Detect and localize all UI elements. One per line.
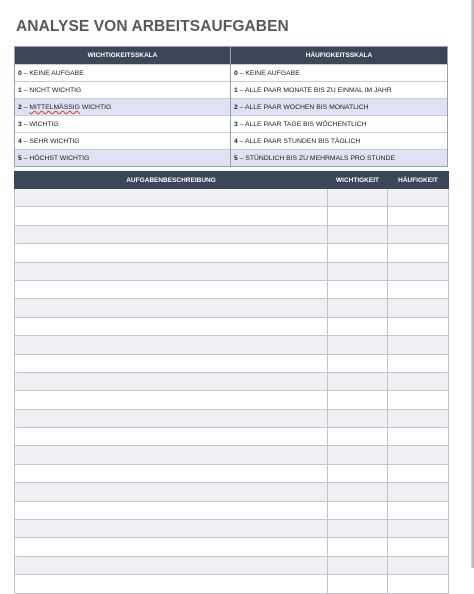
- table-row: [15, 189, 449, 207]
- scale-number: 3: [234, 121, 238, 128]
- importance-scale-row: [15, 132, 230, 149]
- importance-cell[interactable]: [328, 428, 388, 446]
- frequency-cell[interactable]: [388, 391, 449, 409]
- task-description-cell[interactable]: [15, 299, 328, 317]
- frequency-cell[interactable]: [388, 520, 449, 538]
- task-description-cell[interactable]: [15, 262, 328, 280]
- frequency-cell[interactable]: [388, 464, 449, 482]
- importance-cell[interactable]: [328, 483, 388, 501]
- importance-cell[interactable]: [328, 299, 388, 317]
- task-description-cell[interactable]: [15, 207, 328, 225]
- frequency-cell[interactable]: [388, 262, 449, 280]
- frequency-cell[interactable]: [388, 446, 449, 464]
- importance-cell[interactable]: [328, 391, 388, 409]
- scale-number: 0: [234, 70, 238, 77]
- spellcheck-marked-word: MITTELMÄSSIG: [29, 104, 80, 111]
- table-row: [15, 336, 449, 354]
- scale-text: WICHTIG: [79, 104, 112, 111]
- scale-text: – ALLE PAAR STUNDEN BIS TÄGLICH: [237, 138, 361, 145]
- task-description-cell[interactable]: [15, 483, 328, 501]
- frequency-cell[interactable]: [388, 354, 449, 372]
- scale-text: – STÜNDLICH BIS ZU MEHRMALS PRO STUNDE: [237, 155, 395, 162]
- frequency-cell[interactable]: [388, 244, 449, 262]
- table-row: [15, 446, 449, 464]
- scale-number: 0: [18, 70, 22, 77]
- table-row: [15, 244, 449, 262]
- frequency-cell[interactable]: [388, 556, 449, 574]
- table-header-row: [15, 172, 449, 189]
- importance-cell[interactable]: [328, 317, 388, 335]
- table-row: [15, 556, 449, 574]
- frequency-cell[interactable]: [388, 372, 449, 390]
- task-description-cell[interactable]: [15, 428, 328, 446]
- task-description-cell[interactable]: [15, 354, 328, 372]
- importance-cell[interactable]: [328, 446, 388, 464]
- frequency-cell[interactable]: [388, 575, 449, 593]
- frequency-cell[interactable]: [388, 189, 449, 207]
- task-description-cell[interactable]: [15, 575, 328, 593]
- importance-cell[interactable]: [328, 575, 388, 593]
- task-table-body: [15, 189, 449, 594]
- importance-cell[interactable]: [328, 409, 388, 427]
- frequency-cell[interactable]: [388, 428, 449, 446]
- frequency-scale-row: [231, 81, 447, 98]
- importance-cell[interactable]: [328, 336, 388, 354]
- scale-number: 5: [234, 155, 238, 162]
- frequency-cell[interactable]: [388, 538, 449, 556]
- importance-scale-row: [15, 115, 230, 132]
- scale-number: 5: [18, 155, 22, 162]
- table-row: [15, 428, 449, 446]
- table-row: [15, 317, 449, 335]
- scale-number: 3: [18, 121, 22, 128]
- importance-cell[interactable]: [328, 464, 388, 482]
- table-row: [15, 280, 449, 298]
- scale-text: – WICHTIG: [21, 121, 59, 128]
- task-description-cell[interactable]: [15, 244, 328, 262]
- task-description-cell[interactable]: [15, 317, 328, 335]
- importance-cell[interactable]: [328, 225, 388, 243]
- scale-text: – ALLE PAAR WOCHEN BIS MONATLICH: [237, 104, 369, 111]
- frequency-cell[interactable]: [388, 207, 449, 225]
- document-title: ANALYSE VON ARBEITSAUFGABEN: [16, 18, 289, 35]
- frequency-scale-table: [231, 46, 448, 167]
- scale-text: – ALLE PAAR MONATE BIS ZU EINMAL IM JAHR: [237, 87, 392, 94]
- scales-section: [14, 46, 448, 167]
- table-row: [15, 520, 449, 538]
- frequency-scale-header: HÄUFIGKEITSSKALA: [231, 47, 447, 64]
- importance-scale-row: [15, 81, 230, 98]
- table-row: [15, 538, 449, 556]
- table-row: [15, 409, 449, 427]
- frequency-cell[interactable]: [388, 299, 449, 317]
- table-row: [15, 354, 449, 372]
- frequency-cell[interactable]: [388, 501, 449, 519]
- column-header-importance: WICHTIGKEIT: [328, 172, 388, 189]
- importance-cell[interactable]: [328, 244, 388, 262]
- task-description-cell[interactable]: [15, 189, 328, 207]
- frequency-scale-row: [231, 115, 447, 132]
- scale-text: – KEINE AUFGABE: [237, 70, 300, 77]
- frequency-cell[interactable]: [388, 280, 449, 298]
- frequency-cell[interactable]: [388, 225, 449, 243]
- table-row: [15, 483, 449, 501]
- scale-text: – KEINE AUFGABE: [21, 70, 84, 77]
- column-header-task-description: AUFGABENBESCHREIBUNG: [15, 172, 328, 189]
- task-description-cell[interactable]: [15, 538, 328, 556]
- table-row: [15, 225, 449, 243]
- scale-text: – ALLE PAAR TAGE BIS WÖCHENTLICH: [237, 121, 367, 128]
- scale-number: 4: [18, 138, 22, 145]
- scale-number: 4: [234, 138, 238, 145]
- importance-scale-row: [15, 149, 230, 166]
- task-description-cell[interactable]: [15, 409, 328, 427]
- importance-cell[interactable]: [328, 354, 388, 372]
- scale-number: 2: [234, 104, 238, 111]
- scale-dash: –: [21, 104, 30, 111]
- task-description-cell[interactable]: [15, 391, 328, 409]
- task-description-cell[interactable]: [15, 225, 328, 243]
- task-description-cell[interactable]: [15, 280, 328, 298]
- table-row: [15, 575, 449, 593]
- importance-scale-row: [15, 98, 230, 115]
- importance-cell[interactable]: [328, 262, 388, 280]
- importance-cell[interactable]: [328, 372, 388, 390]
- table-row: [15, 207, 449, 225]
- importance-cell[interactable]: [328, 501, 388, 519]
- table-row: [15, 501, 449, 519]
- task-analysis-table: [14, 171, 449, 594]
- frequency-cell[interactable]: [388, 336, 449, 354]
- table-row: [15, 299, 449, 317]
- importance-cell[interactable]: [328, 538, 388, 556]
- table-row: [15, 262, 449, 280]
- table-row: [15, 464, 449, 482]
- task-description-cell[interactable]: [15, 556, 328, 574]
- frequency-cell[interactable]: [388, 483, 449, 501]
- scale-number: 2: [18, 104, 22, 111]
- task-description-cell[interactable]: [15, 520, 328, 538]
- importance-cell[interactable]: [328, 280, 388, 298]
- scale-number: 1: [18, 87, 22, 94]
- frequency-scale-row: [231, 132, 447, 149]
- scale-text: – NICHT WICHTIG: [21, 87, 82, 94]
- column-header-frequency: HÄUFIGKEIT: [388, 172, 449, 189]
- task-description-cell[interactable]: [15, 464, 328, 482]
- importance-cell[interactable]: [328, 189, 388, 207]
- table-row: [15, 372, 449, 390]
- scale-text: – HÖCHST WICHTIG: [21, 155, 90, 162]
- task-description-cell[interactable]: [15, 336, 328, 354]
- importance-cell[interactable]: [328, 556, 388, 574]
- frequency-cell[interactable]: [388, 409, 449, 427]
- scale-number: 1: [234, 87, 238, 94]
- frequency-scale-row: [231, 64, 447, 81]
- frequency-cell[interactable]: [388, 317, 449, 335]
- frequency-scale-row: [231, 149, 447, 166]
- importance-cell[interactable]: [328, 207, 388, 225]
- importance-scale-row: [15, 64, 230, 81]
- frequency-scale-row: [231, 98, 447, 115]
- table-row: [15, 391, 449, 409]
- task-description-cell[interactable]: [15, 501, 328, 519]
- importance-scale-header: WICHTIGKEITSSKALA: [15, 47, 230, 64]
- importance-scale-table: [14, 46, 231, 167]
- importance-cell[interactable]: [328, 520, 388, 538]
- scale-text: – SEHR WICHTIG: [21, 138, 80, 145]
- task-description-cell[interactable]: [15, 372, 328, 390]
- task-description-cell[interactable]: [15, 446, 328, 464]
